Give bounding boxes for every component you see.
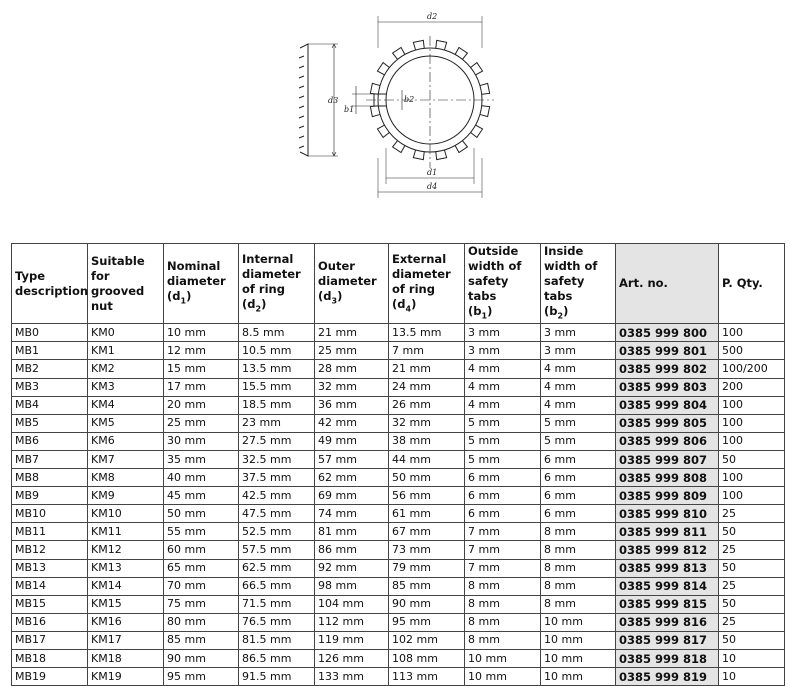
cell-internal: 91.5 mm <box>239 668 315 686</box>
cell-external: 7 mm <box>389 342 465 360</box>
cell-outer: 57 mm <box>315 450 389 468</box>
cell-qty: 500 <box>719 342 785 360</box>
cell-outer: 62 mm <box>315 469 389 487</box>
table-row <box>12 396 785 414</box>
header-symbol: $(d_4)$ <box>392 296 417 313</box>
table-row <box>12 523 785 541</box>
table-row <box>12 577 785 595</box>
header-line: width of <box>468 259 522 273</box>
table-row <box>12 631 785 649</box>
cell-internal: 8.5 mm <box>239 324 315 342</box>
cell-internal: 15.5 mm <box>239 378 315 396</box>
header-symbol: $(d_2)$ <box>242 296 267 313</box>
cell-inside: 10 mm <box>541 613 616 631</box>
cell-inside: 8 mm <box>541 577 616 595</box>
cell-external: 50 mm <box>389 469 465 487</box>
cell-internal: 71.5 mm <box>239 595 315 613</box>
cell-nut: KM1 <box>88 342 164 360</box>
cell-qty: 25 <box>719 505 785 523</box>
cell-outside: 5 mm <box>465 450 541 468</box>
cell-qty: 100 <box>719 396 785 414</box>
header-row <box>12 244 785 324</box>
column-header-outside <box>465 244 541 324</box>
cell-nut: KM12 <box>88 541 164 559</box>
cell-nut: KM15 <box>88 595 164 613</box>
label-d2: d2 <box>427 12 438 21</box>
cell-nominal: 90 mm <box>164 649 239 667</box>
label-b2: b2 <box>404 95 415 104</box>
cell-nut: KM10 <box>88 505 164 523</box>
cell-type: MB13 <box>12 559 88 577</box>
table-row <box>12 342 785 360</box>
cell-art: 0385 999 807 <box>616 450 719 468</box>
cell-outside: 6 mm <box>465 487 541 505</box>
cell-outer: 42 mm <box>315 414 389 432</box>
washer-tab <box>393 47 405 59</box>
cell-qty: 10 <box>719 668 785 686</box>
header-line: External <box>392 251 447 266</box>
cell-type: MB3 <box>12 378 88 396</box>
cell-inside: 6 mm <box>541 450 616 468</box>
cell-nominal: 75 mm <box>164 595 239 613</box>
cell-qty: 200 <box>719 378 785 396</box>
column-header-nut <box>88 244 164 324</box>
cell-qty: 50 <box>719 631 785 649</box>
cell-qty: 50 <box>719 559 785 577</box>
cell-internal: 18.5 mm <box>239 396 315 414</box>
cell-qty: 50 <box>719 523 785 541</box>
cell-internal: 10.5 mm <box>239 342 315 360</box>
cell-nominal: 70 mm <box>164 577 239 595</box>
cell-outer: 104 mm <box>315 595 389 613</box>
cell-internal: 13.5 mm <box>239 360 315 378</box>
cell-outer: 49 mm <box>315 432 389 450</box>
cell-nut: KM11 <box>88 523 164 541</box>
header-line: Type <box>15 268 46 283</box>
cell-external: 38 mm <box>389 432 465 450</box>
cell-outer: 133 mm <box>315 668 389 686</box>
header-line: diameter <box>242 266 301 281</box>
cell-type: MB6 <box>12 432 88 450</box>
header-line: Nominal <box>167 259 221 273</box>
table-row <box>12 487 785 505</box>
washer-tab <box>393 141 405 153</box>
cell-internal: 81.5 mm <box>239 631 315 649</box>
cell-external: 108 mm <box>389 649 465 667</box>
cell-outer: 74 mm <box>315 505 389 523</box>
header-line: Inside <box>544 244 584 258</box>
header-symbol: $(b_1)$ <box>468 304 493 321</box>
cell-inside: 4 mm <box>541 378 616 396</box>
cell-nut: KM2 <box>88 360 164 378</box>
header-symbol: $(d_3)$ <box>318 289 343 306</box>
cell-external: 102 mm <box>389 631 465 649</box>
cell-inside: 4 mm <box>541 396 616 414</box>
cell-internal: 27.5 mm <box>239 432 315 450</box>
cell-external: 56 mm <box>389 487 465 505</box>
column-header-art <box>616 244 719 324</box>
label-d3: d3 <box>328 96 339 105</box>
cell-external: 61 mm <box>389 505 465 523</box>
cell-nominal: 30 mm <box>164 432 239 450</box>
cell-nominal: 15 mm <box>164 360 239 378</box>
cell-inside: 4 mm <box>541 360 616 378</box>
cell-type: MB12 <box>12 541 88 559</box>
cell-type: MB2 <box>12 360 88 378</box>
header-line: safety tabs <box>544 274 585 303</box>
cell-qty: 100 <box>719 432 785 450</box>
cell-nominal: 12 mm <box>164 342 239 360</box>
table-row <box>12 432 785 450</box>
cell-qty: 25 <box>719 541 785 559</box>
cell-outside: 5 mm <box>465 432 541 450</box>
cell-nut: KM9 <box>88 487 164 505</box>
cell-art: 0385 999 814 <box>616 577 719 595</box>
cell-nominal: 50 mm <box>164 505 239 523</box>
table-row <box>12 595 785 613</box>
cell-type: MB18 <box>12 649 88 667</box>
cell-type: MB11 <box>12 523 88 541</box>
cell-nominal: 17 mm <box>164 378 239 396</box>
cell-qty: 100 <box>719 487 785 505</box>
cell-internal: 76.5 mm <box>239 613 315 631</box>
cell-art: 0385 999 808 <box>616 469 719 487</box>
cell-art: 0385 999 815 <box>616 595 719 613</box>
cell-nominal: 80 mm <box>164 613 239 631</box>
table-row <box>12 324 785 342</box>
cell-outer: 86 mm <box>315 541 389 559</box>
table-row <box>12 668 785 686</box>
cell-qty: 25 <box>719 577 785 595</box>
cell-outside: 3 mm <box>465 324 541 342</box>
cell-external: 13.5 mm <box>389 324 465 342</box>
cell-outer: 28 mm <box>315 360 389 378</box>
cell-nut: KM18 <box>88 649 164 667</box>
cell-external: 79 mm <box>389 559 465 577</box>
table-row <box>12 450 785 468</box>
header-line: description <box>15 283 89 298</box>
header-symbol: $(b_2)$ <box>544 304 569 321</box>
table-row <box>12 414 785 432</box>
drawing-dimension-labels <box>328 12 437 191</box>
cell-outside: 10 mm <box>465 668 541 686</box>
cell-outside: 8 mm <box>465 577 541 595</box>
cell-nut: KM5 <box>88 414 164 432</box>
cell-type: MB8 <box>12 469 88 487</box>
column-header-inside <box>541 244 616 324</box>
cell-internal: 42.5 mm <box>239 487 315 505</box>
cell-inside: 3 mm <box>541 324 616 342</box>
cell-external: 44 mm <box>389 450 465 468</box>
column-header-nominal <box>164 244 239 324</box>
cell-inside: 10 mm <box>541 668 616 686</box>
table-row <box>12 360 785 378</box>
cell-art: 0385 999 800 <box>616 324 719 342</box>
cell-qty: 100 <box>719 324 785 342</box>
cell-nominal: 85 mm <box>164 631 239 649</box>
cell-art: 0385 999 813 <box>616 559 719 577</box>
cell-type: MB17 <box>12 631 88 649</box>
cell-nut: KM8 <box>88 469 164 487</box>
cell-outside: 6 mm <box>465 505 541 523</box>
washer-tab <box>471 63 483 75</box>
cell-nut: KM4 <box>88 396 164 414</box>
cell-qty: 25 <box>719 613 785 631</box>
cell-outer: 32 mm <box>315 378 389 396</box>
header-line: of ring <box>392 281 435 296</box>
header-line: of ring <box>242 281 285 296</box>
cell-art: 0385 999 806 <box>616 432 719 450</box>
cell-internal: 57.5 mm <box>239 541 315 559</box>
cell-type: MB5 <box>12 414 88 432</box>
cell-inside: 6 mm <box>541 469 616 487</box>
cell-art: 0385 999 811 <box>616 523 719 541</box>
cell-outside: 4 mm <box>465 396 541 414</box>
cell-outer: 81 mm <box>315 523 389 541</box>
cell-art: 0385 999 801 <box>616 342 719 360</box>
cell-type: MB9 <box>12 487 88 505</box>
label-b1: b1 <box>344 105 355 114</box>
cell-qty: 10 <box>719 649 785 667</box>
cell-internal: 62.5 mm <box>239 559 315 577</box>
cell-inside: 6 mm <box>541 505 616 523</box>
cell-outer: 92 mm <box>315 559 389 577</box>
cell-outside: 4 mm <box>465 378 541 396</box>
cell-outside: 5 mm <box>465 414 541 432</box>
cell-art: 0385 999 810 <box>616 505 719 523</box>
cell-nut: KM6 <box>88 432 164 450</box>
column-header-type <box>12 244 88 324</box>
header-line: Suitable <box>91 253 145 268</box>
cell-type: MB7 <box>12 450 88 468</box>
cell-qty: 100 <box>719 469 785 487</box>
cell-outer: 112 mm <box>315 613 389 631</box>
washer-tab <box>471 125 483 137</box>
cell-outside: 8 mm <box>465 631 541 649</box>
table-row <box>12 469 785 487</box>
column-header-qty <box>719 244 785 324</box>
washer-tab <box>455 141 467 153</box>
cell-external: 24 mm <box>389 378 465 396</box>
cell-inside: 8 mm <box>541 541 616 559</box>
table-row <box>12 649 785 667</box>
cell-outside: 6 mm <box>465 469 541 487</box>
cell-type: MB15 <box>12 595 88 613</box>
cell-internal: 37.5 mm <box>239 469 315 487</box>
cell-nut: KM14 <box>88 577 164 595</box>
cell-nominal: 60 mm <box>164 541 239 559</box>
cell-inside: 8 mm <box>541 595 616 613</box>
cell-outside: 8 mm <box>465 595 541 613</box>
cell-internal: 32.5 mm <box>239 450 315 468</box>
cell-art: 0385 999 819 <box>616 668 719 686</box>
cell-external: 113 mm <box>389 668 465 686</box>
cell-inside: 3 mm <box>541 342 616 360</box>
cell-inside: 5 mm <box>541 432 616 450</box>
table-row <box>12 378 785 396</box>
cell-outside: 4 mm <box>465 360 541 378</box>
label-d1: d1 <box>427 168 438 177</box>
table-row <box>12 559 785 577</box>
cell-type: MB0 <box>12 324 88 342</box>
header-line: safety tabs <box>468 274 509 303</box>
cell-outside: 7 mm <box>465 559 541 577</box>
header-symbol: $(d_1)$ <box>167 289 192 306</box>
column-header-internal <box>239 244 315 324</box>
cell-internal: 86.5 mm <box>239 649 315 667</box>
header-line: for <box>91 268 110 283</box>
cell-nominal: 40 mm <box>164 469 239 487</box>
cell-nominal: 10 mm <box>164 324 239 342</box>
header-line: Outside <box>468 244 519 258</box>
header-line: grooved <box>91 283 145 298</box>
cell-nut: KM13 <box>88 559 164 577</box>
cell-external: 32 mm <box>389 414 465 432</box>
washer-tab <box>455 47 467 59</box>
cell-art: 0385 999 804 <box>616 396 719 414</box>
header-line: width of <box>544 259 598 273</box>
cell-nominal: 65 mm <box>164 559 239 577</box>
lock-washer-technical-drawing <box>290 8 630 208</box>
cell-nominal: 45 mm <box>164 487 239 505</box>
cell-inside: 8 mm <box>541 559 616 577</box>
header-line: Outer <box>318 259 355 273</box>
cell-external: 90 mm <box>389 595 465 613</box>
cell-qty: 50 <box>719 595 785 613</box>
cell-outer: 126 mm <box>315 649 389 667</box>
label-d4: d4 <box>427 182 438 191</box>
cell-nominal: 95 mm <box>164 668 239 686</box>
cell-nut: KM17 <box>88 631 164 649</box>
cell-outer: 36 mm <box>315 396 389 414</box>
cell-art: 0385 999 803 <box>616 378 719 396</box>
table-body <box>12 324 785 686</box>
cell-internal: 66.5 mm <box>239 577 315 595</box>
header-line: diameter <box>167 274 226 288</box>
cell-type: MB4 <box>12 396 88 414</box>
cell-outside: 7 mm <box>465 541 541 559</box>
cell-outside: 8 mm <box>465 613 541 631</box>
cell-outer: 98 mm <box>315 577 389 595</box>
cell-internal: 23 mm <box>239 414 315 432</box>
cell-nominal: 20 mm <box>164 396 239 414</box>
cell-type: MB14 <box>12 577 88 595</box>
cell-outside: 10 mm <box>465 649 541 667</box>
cell-nut: KM19 <box>88 668 164 686</box>
cell-type: MB16 <box>12 613 88 631</box>
cell-inside: 10 mm <box>541 649 616 667</box>
cell-type: MB19 <box>12 668 88 686</box>
cell-qty: 100 <box>719 414 785 432</box>
cell-outer: 21 mm <box>315 324 389 342</box>
cell-external: 67 mm <box>389 523 465 541</box>
cell-inside: 10 mm <box>541 631 616 649</box>
cell-external: 85 mm <box>389 577 465 595</box>
header-line: P. Qty. <box>722 276 763 291</box>
washer-tab <box>377 63 389 75</box>
washer-tab <box>377 125 389 137</box>
cell-inside: 8 mm <box>541 523 616 541</box>
washer-front-view <box>352 16 494 198</box>
cell-inside: 5 mm <box>541 414 616 432</box>
cell-internal: 47.5 mm <box>239 505 315 523</box>
cell-qty: 100/200 <box>719 360 785 378</box>
cell-internal: 52.5 mm <box>239 523 315 541</box>
cell-nominal: 25 mm <box>164 414 239 432</box>
header-line: diameter <box>392 266 451 281</box>
table-header <box>12 244 785 324</box>
cell-art: 0385 999 817 <box>616 631 719 649</box>
cell-outer: 25 mm <box>315 342 389 360</box>
cell-inside: 6 mm <box>541 487 616 505</box>
cell-external: 26 mm <box>389 396 465 414</box>
cell-qty: 50 <box>719 450 785 468</box>
cell-nut: KM0 <box>88 324 164 342</box>
cell-art: 0385 999 812 <box>616 541 719 559</box>
cell-nominal: 35 mm <box>164 450 239 468</box>
cell-external: 95 mm <box>389 613 465 631</box>
cell-outer: 69 mm <box>315 487 389 505</box>
table-row <box>12 505 785 523</box>
table-row <box>12 613 785 631</box>
cell-art: 0385 999 802 <box>616 360 719 378</box>
cell-nut: KM7 <box>88 450 164 468</box>
cell-external: 73 mm <box>389 541 465 559</box>
cell-external: 21 mm <box>389 360 465 378</box>
cell-nut: KM16 <box>88 613 164 631</box>
header-line: Internal <box>242 251 294 266</box>
cell-type: MB10 <box>12 505 88 523</box>
header-line: nut <box>91 298 113 313</box>
cell-art: 0385 999 816 <box>616 613 719 631</box>
header-line: diameter <box>318 274 377 288</box>
table-row <box>12 541 785 559</box>
cell-art: 0385 999 809 <box>616 487 719 505</box>
column-header-outer <box>315 244 389 324</box>
cell-outer: 119 mm <box>315 631 389 649</box>
lock-washer-spec-table <box>11 243 785 686</box>
cell-art: 0385 999 805 <box>616 414 719 432</box>
cell-nominal: 55 mm <box>164 523 239 541</box>
cell-nut: KM3 <box>88 378 164 396</box>
cell-outside: 3 mm <box>465 342 541 360</box>
column-header-external <box>389 244 465 324</box>
cell-art: 0385 999 818 <box>616 649 719 667</box>
cell-outside: 7 mm <box>465 523 541 541</box>
header-line: Art. no. <box>619 276 668 291</box>
cell-type: MB1 <box>12 342 88 360</box>
